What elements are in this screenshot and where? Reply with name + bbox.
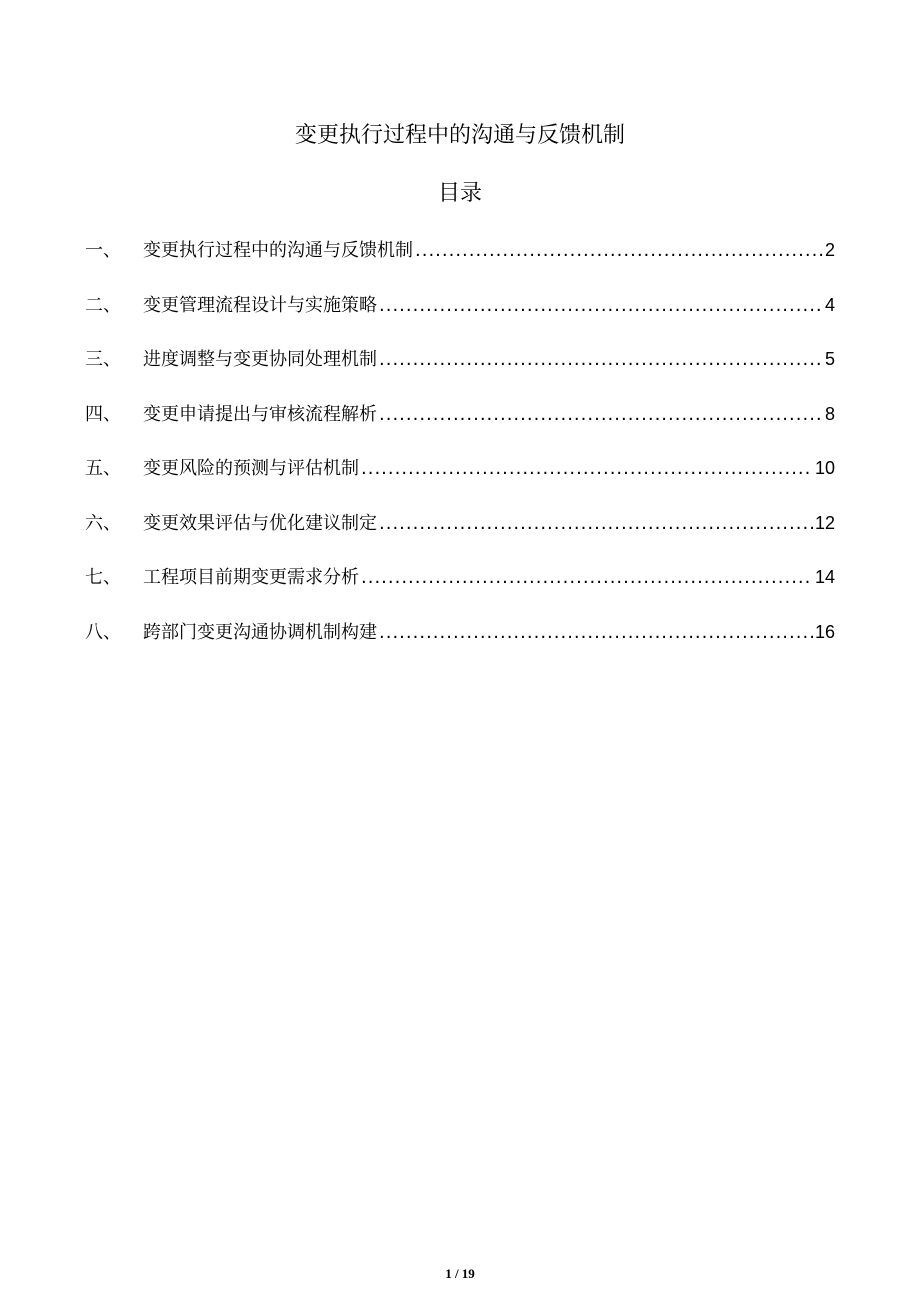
toc-dot-leader [379,288,823,324]
toc-entry-label: 变更执行过程中的沟通与反馈机制 [143,240,413,261]
toc-entry[interactable] [85,559,835,614]
toc-entry-label: 工程项目前期变更需求分析 [143,567,359,588]
toc-entry-page: 8 [824,403,835,424]
toc-entry-page: 4 [824,294,835,315]
toc-heading: 目录 [437,181,482,206]
toc-entry[interactable] [85,232,835,287]
toc-entry-page: 10 [814,458,835,478]
toc-entry[interactable] [85,614,835,669]
toc-entry-label: 变更管理流程设计与实施策略 [143,294,377,316]
toc-entry-page: 14 [814,567,835,587]
document-title: 变更执行过程中的沟通与反馈机制 [294,123,625,148]
toc-dot-leader [379,615,813,651]
toc-entry-number: 七、 [85,567,121,588]
toc-entry-label: 进度调整与变更协同处理机制 [143,349,377,370]
toc-entry-page: 12 [814,512,835,533]
toc-entry[interactable] [85,341,835,396]
toc-entry[interactable] [85,396,835,451]
toc-entry-label: 变更风险的预测与评估机制 [143,458,359,479]
toc-entry-number: 一、 [85,240,121,261]
toc-entry-number: 三、 [85,349,121,370]
toc-entry[interactable] [85,505,835,560]
toc-entry-number: 六、 [85,512,121,534]
toc-entry[interactable] [85,450,835,505]
toc-entry-number: 八、 [85,621,121,643]
toc-entry-number: 四、 [85,403,121,425]
toc-entry-number: 五、 [85,458,121,479]
toc-dot-leader [415,233,823,269]
toc-dot-leader [361,451,813,487]
toc-entry-page: 2 [824,240,835,260]
toc-entry-page: 5 [824,349,835,369]
toc-dot-leader [379,506,813,542]
toc-dot-leader [379,342,823,378]
toc-dot-leader [361,560,813,596]
toc-dot-leader [379,397,823,433]
toc-entry-label: 变更效果评估与优化建议制定 [143,512,377,534]
toc-entry-page: 16 [814,621,835,642]
toc-entry-number: 二、 [85,294,121,316]
table-of-contents [85,232,835,668]
toc-entry-label: 跨部门变更沟通协调机制构建 [143,621,377,643]
toc-entry[interactable] [85,287,835,342]
toc-entry-label: 变更申请提出与审核流程解析 [143,403,377,425]
page-number-footer: 1 / 19 [445,1266,475,1281]
